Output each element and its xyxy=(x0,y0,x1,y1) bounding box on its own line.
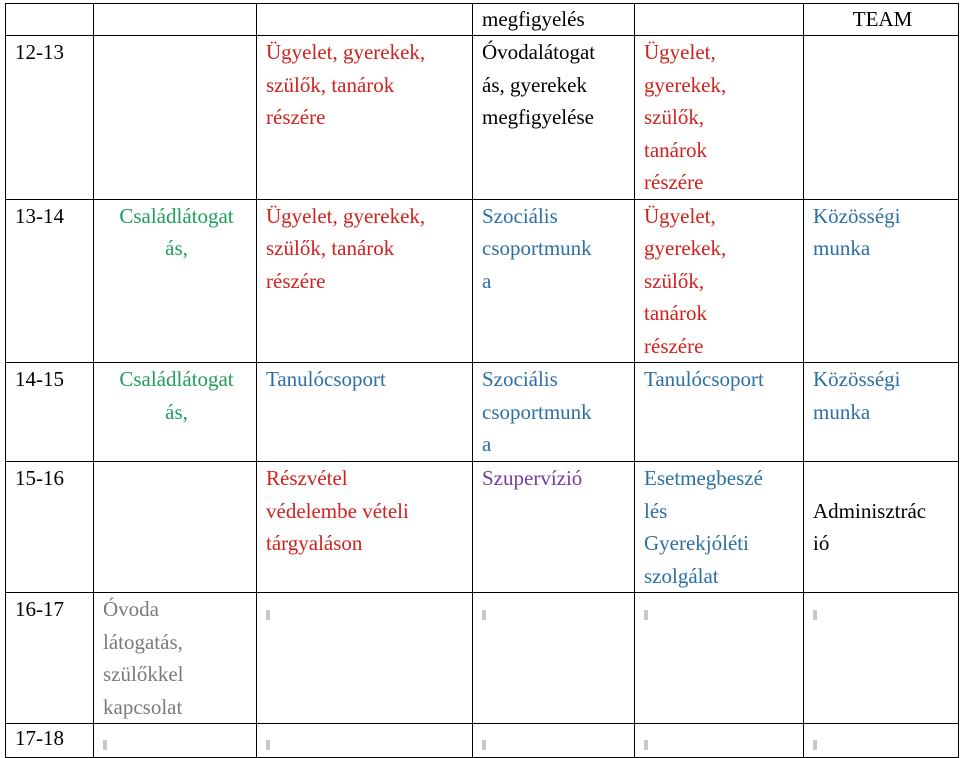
table-row xyxy=(6,199,959,363)
schedule-cell: Tanulócsoport xyxy=(635,363,804,462)
schedule-cell xyxy=(257,593,473,724)
schedule-cell xyxy=(473,593,635,724)
header-cell-5 xyxy=(635,4,804,36)
schedule-cell: Családlátogat ás, xyxy=(94,199,257,363)
time-cell: 14-15 xyxy=(6,363,94,462)
empty-paragraph-marker xyxy=(644,740,648,750)
header-cell-4 xyxy=(473,4,635,36)
time-cell: 17-18 xyxy=(6,724,94,758)
empty-paragraph-marker xyxy=(266,610,270,620)
header-team: TEAM xyxy=(852,7,913,31)
empty-paragraph-marker xyxy=(266,740,270,750)
schedule-cell xyxy=(804,36,959,200)
time-cell: 13-14 xyxy=(6,199,94,363)
header-cell-6 xyxy=(804,4,959,36)
schedule-cell xyxy=(635,724,804,758)
header-cell-2 xyxy=(94,4,257,36)
empty-paragraph-marker xyxy=(103,740,107,750)
schedule-cell: Ügyelet, gyerekek, szülők, tanárok részére xyxy=(257,199,473,363)
table-row xyxy=(6,363,959,462)
empty-paragraph-marker xyxy=(482,610,486,620)
table-row xyxy=(6,724,959,758)
table-row xyxy=(6,36,959,200)
time-cell: 16-17 xyxy=(6,593,94,724)
schedule-cell: Óvoda látogatás, szülőkkel kapcsolat xyxy=(94,593,257,724)
schedule-cell: Ügyelet, gyerekek, szülők, tanárok részére xyxy=(635,199,804,363)
schedule-cell: Részvétel védelembe vételi tárgyaláson xyxy=(257,462,473,593)
schedule-cell: Adminisztrác ió xyxy=(804,462,959,593)
empty-paragraph-marker xyxy=(644,610,648,620)
schedule-cell: Közösségi munka xyxy=(804,363,959,462)
table-row xyxy=(6,462,959,593)
schedule-cell: Szociális csoportmunk a xyxy=(473,363,635,462)
empty-paragraph-marker xyxy=(813,740,817,750)
schedule-cell: Szupervízió xyxy=(473,462,635,593)
schedule-cell: Családlátogat ás, xyxy=(94,363,257,462)
schedule-cell xyxy=(473,724,635,758)
schedule-cell xyxy=(804,593,959,724)
time-cell: 12-13 xyxy=(6,36,94,200)
schedule-cell: Közösségi munka xyxy=(804,199,959,363)
empty-paragraph-marker xyxy=(813,610,817,620)
schedule-cell xyxy=(94,462,257,593)
schedule-table xyxy=(5,3,959,758)
header-row xyxy=(6,4,959,36)
schedule-cell xyxy=(804,724,959,758)
table-row xyxy=(6,593,959,724)
schedule-cell xyxy=(94,724,257,758)
schedule-cell: Esetmegbeszé lés Gyerekjóléti szolgálat xyxy=(635,462,804,593)
schedule-cell xyxy=(94,36,257,200)
schedule-cell: Ügyelet, gyerekek, szülők, tanárok részére xyxy=(635,36,804,200)
header-cell-3 xyxy=(257,4,473,36)
empty-paragraph-marker xyxy=(482,740,486,750)
time-cell: 15-16 xyxy=(6,462,94,593)
schedule-cell: Ügyelet, gyerekek, szülők, tanárok részére xyxy=(257,36,473,200)
schedule-cell xyxy=(257,724,473,758)
schedule-cell: Óvodalátogat ás, gyerekek megfigyelése xyxy=(473,36,635,200)
schedule-cell: Szociális csoportmunk a xyxy=(473,199,635,363)
header-observation: megfigyelés xyxy=(482,7,585,31)
schedule-cell: Tanulócsoport xyxy=(257,363,473,462)
header-cell-time xyxy=(6,4,94,36)
schedule-cell xyxy=(635,593,804,724)
